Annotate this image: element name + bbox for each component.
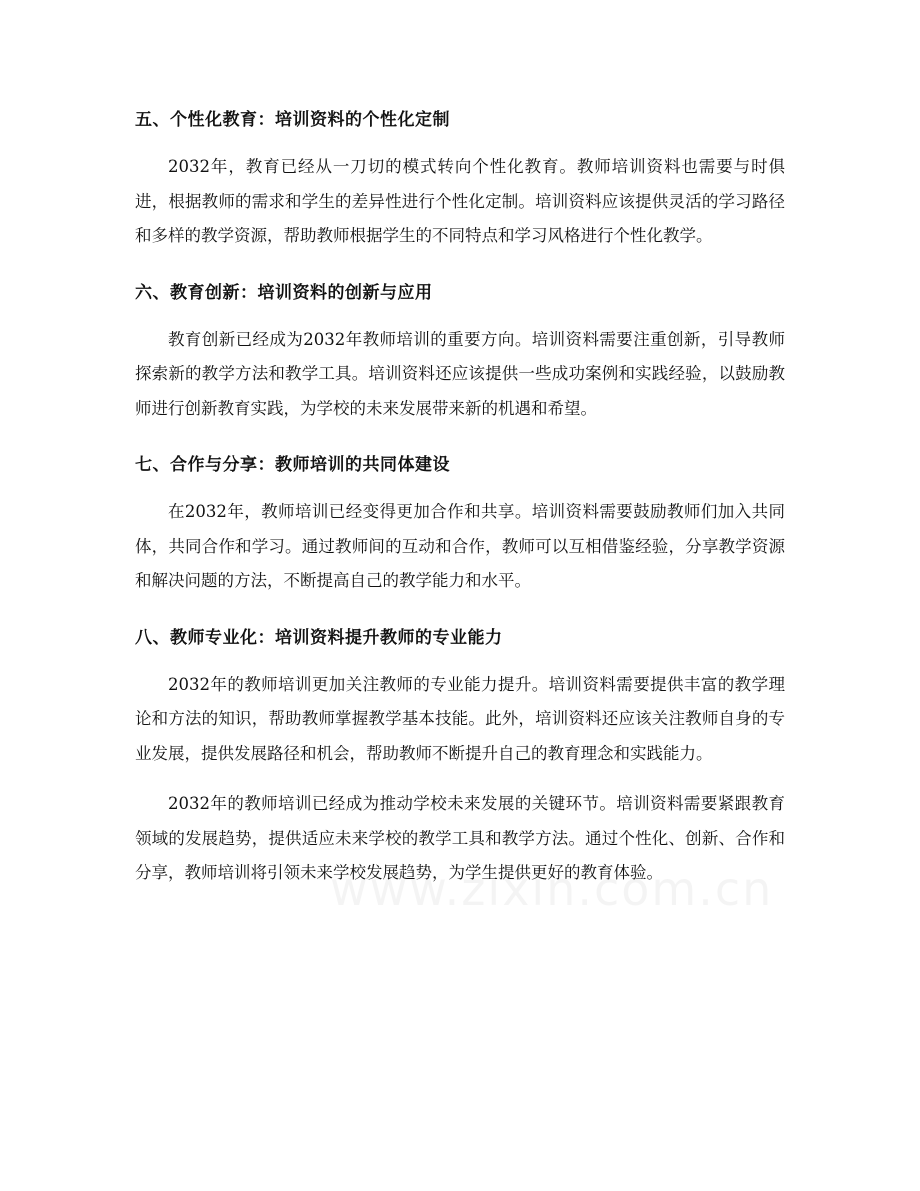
section-6 bbox=[135, 276, 785, 427]
section-heading: 六、教育创新：培训资料的创新与应用 bbox=[135, 282, 433, 303]
section-5 bbox=[135, 103, 785, 254]
paragraph: 2032年，教育已经从一刀切的模式转向个性化教育。教师培训资料也需要与时俱进，根据教师的需求和学生的差异性进行个性化定制。培训资料应该提供灵活的学习路径和多样的教学资源，帮助教师根据学生的不同特点和学习风格进行个性化教学。 bbox=[135, 157, 785, 245]
section-heading: 五、个性化教育：培训资料的个性化定制 bbox=[135, 110, 450, 130]
section-heading: 八、教师专业化：培训资料提升教师的专业能力 bbox=[135, 627, 503, 648]
section-8 bbox=[135, 621, 785, 891]
paragraph: 教育创新已经成为2032年教师培训的重要方向。培训资料需要注重创新，引导教师探索新的教学方法和教学工具。培训资料还应该提供一些成功案例和实践经验，以鼓励教师进行创新教育实践，为学校的未来发展带来新的机遇和希望。 bbox=[135, 329, 785, 418]
section-7 bbox=[135, 448, 785, 599]
document-body bbox=[135, 103, 785, 907]
paragraph: 在2032年，教师培训已经变得更加合作和共享。培训资料需要鼓励教师们加入共同体，共同合作和学习。通过教师间的互动和合作，教师可以互相借鉴经验，分享教学资源和解决问题的方法，不断提高自己的教学能力和水平。 bbox=[135, 502, 785, 590]
paragraph: 2032年的教师培训更加关注教师的专业能力提升。培训资料需要提供丰富的教学理论和方法的知识，帮助教师掌握教学基本技能。此外，培训资料还应该关注教师自身的专业发展，提供发展路径和机会，帮助教师不断提升自己的教育理念和实践能力。 bbox=[135, 674, 785, 763]
section-heading: 七、合作与分享：教师培训的共同体建设 bbox=[135, 455, 450, 475]
paragraph: 2032年的教师培训已经成为推动学校未来发展的关键环节。培训资料需要紧跟教育领域的发展趋势，提供适应未来学校的教学工具和教学方法。通过个性化、创新、合作和分享，教师培训将引领未来学校发展趋势，为学生提供更好的教育体验。 bbox=[135, 794, 785, 882]
